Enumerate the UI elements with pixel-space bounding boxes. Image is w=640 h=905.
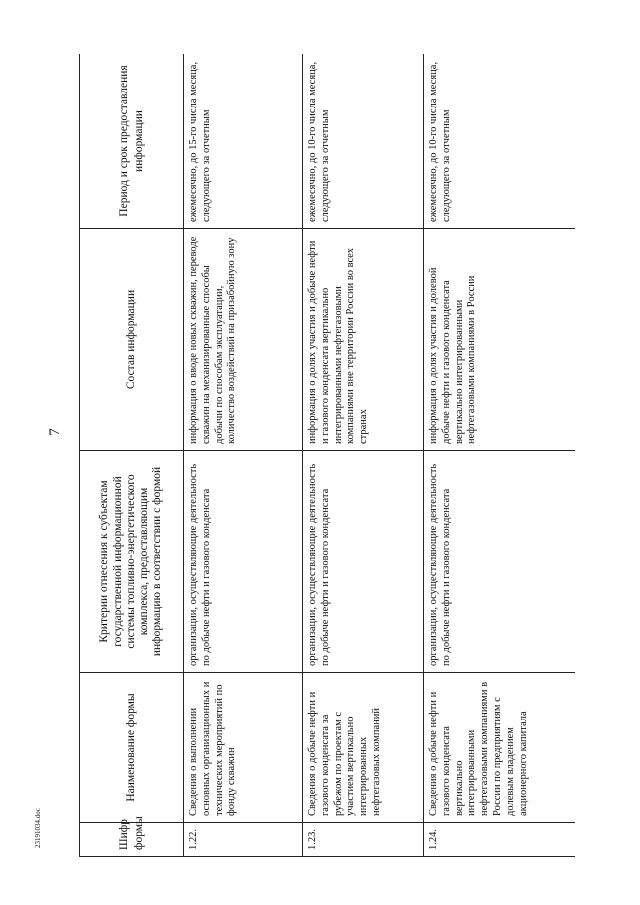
page-number: 7 [46,428,63,436]
row-period: ежемесячно, до 10-го числа месяца, следующего за отчетным [303,54,424,229]
table-header-row [80,54,184,857]
row-period: ежемесячно, до 10-го числа месяца, следующего за отчетным [424,54,576,229]
row-period: ежемесячно, до 15-го числа месяца, следующего за отчетным [184,54,303,229]
header-period: Период и срок предоставления информации [80,54,184,229]
row-content: информация о вводе новых скважин, переводе скважин на механизированные способы добычи по способам эксплуатации, количество воздействий на призабойную зону [184,229,303,451]
table-row [303,54,424,857]
row-code: 1.24. [424,823,576,857]
header-code: Шифр формы [80,823,184,857]
row-criteria: организации, осуществляющие деятельность по добыче нефти и газового конденсата [184,451,303,673]
header-criteria: Критерии отнесения к субъектам государственной информационной системы топливно-энергетического комплекса, предоставляющим информацию в соответствии с формой [80,451,184,673]
row-criteria: организации, осуществляющие деятельность по добыче нефти и газового конденсата [424,451,576,673]
table-row [184,54,303,857]
table-row [424,54,576,857]
footer-file-code: 23191034.doc [34,808,42,848]
forms-table [79,54,575,857]
row-code: 1.22. [184,823,303,857]
row-form-name: Сведения о добыче нефти и газового конденсата за рубежом по проектам с участием вертикально интегрированных нефтегазовых компаний [303,673,424,823]
row-content: информация о долях участия и добыче нефти и газового конденсата вертикально интегрированными нефтегазовыми компаниями вне территории России во всех странах [303,229,424,451]
landscape-table-frame [79,54,575,857]
row-form-name: Сведения о выполнении основных организационных и технических мероприятий по фонду скважин [184,673,303,823]
row-code: 1.23. [303,823,424,857]
header-content: Состав информации [80,229,184,451]
header-name: Наименование формы [80,673,184,823]
rotated-page-content [79,54,575,857]
row-form-name: Сведения о добыче нефти и газового конденсата вертикально интегрированными нефтегазовыми компаниями в России по предприятиям с долевым владением акционерного капитала [424,673,576,823]
row-criteria: организации, осуществляющие деятельность по добыче нефти и газового конденсата [303,451,424,673]
row-content: информация о долях участия и долевой добыче нефти и газового конденсата вертикально интегрированными нефтегазовыми компаниями в России [424,229,576,451]
